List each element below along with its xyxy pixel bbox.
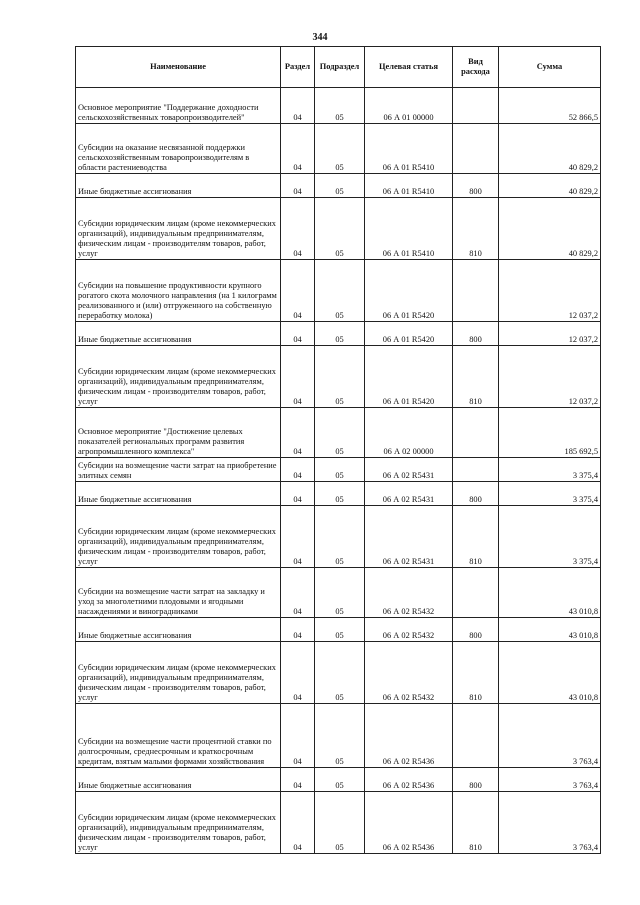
cell-amount: 43 010,8: [499, 642, 601, 704]
cell-target-item: 06 А 01 R5410: [365, 174, 453, 198]
cell-section: 04: [281, 568, 315, 618]
cell-subsection: 05: [315, 198, 365, 260]
cell-expense-type: 800: [453, 768, 499, 792]
table-row: [76, 408, 601, 458]
row-name-text: Субсидии юридическим лицам (кроме некоммерческих организаций), индивидуальным предпринимателям, физическим лицам - производителям товаров, работ, услуг: [78, 367, 276, 406]
table-row: [76, 346, 601, 408]
budget-table: [75, 46, 601, 854]
cell-target-item: 06 А 01 R5420: [365, 322, 453, 346]
cell-expense-type: 800: [453, 174, 499, 198]
row-name-text: Субсидии юридическим лицам (кроме некоммерческих организаций), индивидуальным предпринимателям, физическим лицам - производителям товаров, работ, услуг: [78, 813, 276, 852]
cell-expense-type: [453, 260, 499, 322]
cell-amount: 43 010,8: [499, 618, 601, 642]
cell-section: 04: [281, 506, 315, 568]
row-name-text: Субсидии юридическим лицам (кроме некоммерческих организаций), индивидуальным предпринимателям, физическим лицам - производителям товаров, работ, услуг: [78, 663, 276, 702]
cell-amount: 40 829,2: [499, 198, 601, 260]
table-row: [76, 642, 601, 704]
cell-section: 04: [281, 346, 315, 408]
table-row: [76, 768, 601, 792]
cell-name: [76, 88, 281, 124]
cell-amount: 3 375,4: [499, 458, 601, 482]
cell-amount: 12 037,2: [499, 346, 601, 408]
cell-section: 04: [281, 458, 315, 482]
cell-name: [76, 618, 281, 642]
cell-expense-type: [453, 88, 499, 124]
cell-name: [76, 260, 281, 322]
cell-amount: 43 010,8: [499, 568, 601, 618]
row-name-text: Субсидии на возмещение части затрат на приобретение элитных семян: [78, 461, 277, 480]
cell-subsection: 05: [315, 704, 365, 768]
cell-target-item: 06 А 01 R5410: [365, 198, 453, 260]
cell-subsection: 05: [315, 618, 365, 642]
cell-target-item: 06 А 02 R5431: [365, 458, 453, 482]
cell-amount: 3 375,4: [499, 506, 601, 568]
cell-section: 04: [281, 88, 315, 124]
row-name-text: Основное мероприятие "Достижение целевых показателей региональных программ развития агропромышленного комплекса": [78, 427, 245, 456]
cell-expense-type: 810: [453, 642, 499, 704]
cell-target-item: 06 А 02 R5432: [365, 642, 453, 704]
cell-expense-type: 810: [453, 506, 499, 568]
cell-section: 04: [281, 124, 315, 174]
cell-target-item: 06 А 02 R5431: [365, 506, 453, 568]
table-row: [76, 704, 601, 768]
cell-section: 04: [281, 198, 315, 260]
row-name-text: Иные бюджетные ассигнования: [78, 781, 192, 790]
table-row: [76, 568, 601, 618]
row-name-text: Субсидии на возмещение части затрат на закладку и уход за многолетними плодовыми и ягодными насаждениями и виноградниками: [78, 587, 265, 616]
cell-subsection: 05: [315, 174, 365, 198]
table-row: [76, 174, 601, 198]
cell-section: 04: [281, 792, 315, 854]
cell-subsection: 05: [315, 346, 365, 408]
row-name-text: Субсидии юридическим лицам (кроме некоммерческих организаций), индивидуальным предпринимателям, физическим лицам - производителям товаров, работ, услуг: [78, 219, 276, 258]
cell-name: [76, 792, 281, 854]
cell-target-item: 06 А 01 00000: [365, 88, 453, 124]
cell-section: 04: [281, 768, 315, 792]
cell-target-item: 06 А 01 R5420: [365, 260, 453, 322]
cell-name: [76, 198, 281, 260]
cell-target-item: 06 А 01 R5420: [365, 346, 453, 408]
cell-subsection: 05: [315, 458, 365, 482]
table-row: [76, 618, 601, 642]
cell-amount: 12 037,2: [499, 322, 601, 346]
cell-target-item: 06 А 01 R5410: [365, 124, 453, 174]
cell-amount: 3 763,4: [499, 792, 601, 854]
cell-amount: 52 866,5: [499, 88, 601, 124]
cell-subsection: 05: [315, 322, 365, 346]
cell-section: 04: [281, 642, 315, 704]
table-row: [76, 322, 601, 346]
cell-subsection: 05: [315, 408, 365, 458]
header-amount: Сумма: [499, 47, 601, 88]
table-row: [76, 458, 601, 482]
cell-subsection: 05: [315, 642, 365, 704]
cell-section: 04: [281, 408, 315, 458]
cell-section: 04: [281, 322, 315, 346]
cell-target-item: 06 А 02 R5436: [365, 704, 453, 768]
cell-name: [76, 322, 281, 346]
table-row: [76, 88, 601, 124]
row-name-text: Иные бюджетные ассигнования: [78, 495, 192, 504]
row-name-text: Основное мероприятие "Поддержание доходности сельскохозяйственных товаропроизводителей": [78, 103, 259, 122]
cell-subsection: 05: [315, 482, 365, 506]
table-row: [76, 482, 601, 506]
cell-amount: 3 375,4: [499, 482, 601, 506]
cell-section: 04: [281, 260, 315, 322]
cell-subsection: 05: [315, 260, 365, 322]
cell-subsection: 05: [315, 88, 365, 124]
header-target-item: Целевая статья: [365, 47, 453, 88]
cell-target-item: 06 А 02 R5432: [365, 568, 453, 618]
page-number: 344: [312, 32, 328, 43]
cell-section: 04: [281, 482, 315, 506]
table-row: [76, 506, 601, 568]
cell-amount: 3 763,4: [499, 768, 601, 792]
cell-expense-type: [453, 704, 499, 768]
cell-amount: 40 829,2: [499, 174, 601, 198]
cell-name: [76, 506, 281, 568]
cell-expense-type: 800: [453, 618, 499, 642]
header-name: Наименование: [76, 47, 281, 88]
table-row: [76, 124, 601, 174]
header-section: Раздел: [281, 47, 315, 88]
row-name-text: Субсидии юридическим лицам (кроме некоммерческих организаций), индивидуальным предпринимателям, физическим лицам - производителям товаров, работ, услуг: [78, 527, 276, 566]
table-header-row: [76, 47, 601, 88]
cell-expense-type: 810: [453, 346, 499, 408]
cell-name: [76, 482, 281, 506]
table-row: [76, 198, 601, 260]
cell-name: [76, 346, 281, 408]
cell-name: [76, 768, 281, 792]
cell-subsection: 05: [315, 568, 365, 618]
cell-subsection: 05: [315, 768, 365, 792]
cell-expense-type: 800: [453, 322, 499, 346]
table-row: [76, 792, 601, 854]
row-name-text: Иные бюджетные ассигнования: [78, 335, 192, 344]
cell-expense-type: [453, 458, 499, 482]
cell-name: [76, 642, 281, 704]
cell-expense-type: [453, 568, 499, 618]
row-name-text: Субсидии на возмещение части процентной ставки по долгосрочным, среднесрочным и краткосрочным кредитам, взятым малыми формами хозяйствования: [78, 737, 272, 766]
cell-target-item: 06 А 02 00000: [365, 408, 453, 458]
cell-expense-type: 810: [453, 198, 499, 260]
cell-amount: 185 692,5: [499, 408, 601, 458]
row-name-text: Субсидии на оказание несвязанной поддержки сельскохозяйственным товаропроизводителям в области растениеводства: [78, 143, 250, 172]
cell-expense-type: 810: [453, 792, 499, 854]
cell-name: [76, 568, 281, 618]
cell-subsection: 05: [315, 506, 365, 568]
header-subsection: Подраздел: [315, 47, 365, 88]
cell-name: [76, 704, 281, 768]
row-name-text: Субсидии на повышение продуктивности крупного рогатого скота молочного направления (на 1 килограмм реализованного и (или) отгруженного на собственную переработку молока): [78, 281, 277, 320]
cell-amount: 3 763,4: [499, 704, 601, 768]
header-expense-type: Вид расхода: [453, 47, 499, 88]
table-row: [76, 260, 601, 322]
cell-amount: 12 037,2: [499, 260, 601, 322]
cell-expense-type: [453, 124, 499, 174]
row-name-text: Иные бюджетные ассигнования: [78, 631, 192, 640]
cell-section: 04: [281, 618, 315, 642]
cell-amount: 40 829,2: [499, 124, 601, 174]
cell-expense-type: 800: [453, 482, 499, 506]
cell-name: [76, 124, 281, 174]
cell-subsection: 05: [315, 792, 365, 854]
cell-name: [76, 408, 281, 458]
cell-target-item: 06 А 02 R5436: [365, 792, 453, 854]
cell-name: [76, 174, 281, 198]
cell-subsection: 05: [315, 124, 365, 174]
cell-target-item: 06 А 02 R5431: [365, 482, 453, 506]
row-name-text: Иные бюджетные ассигнования: [78, 187, 192, 196]
cell-expense-type: [453, 408, 499, 458]
cell-target-item: 06 А 02 R5436: [365, 768, 453, 792]
cell-target-item: 06 А 02 R5432: [365, 618, 453, 642]
table-body: [76, 88, 601, 854]
cell-section: 04: [281, 704, 315, 768]
cell-name: [76, 458, 281, 482]
cell-section: 04: [281, 174, 315, 198]
